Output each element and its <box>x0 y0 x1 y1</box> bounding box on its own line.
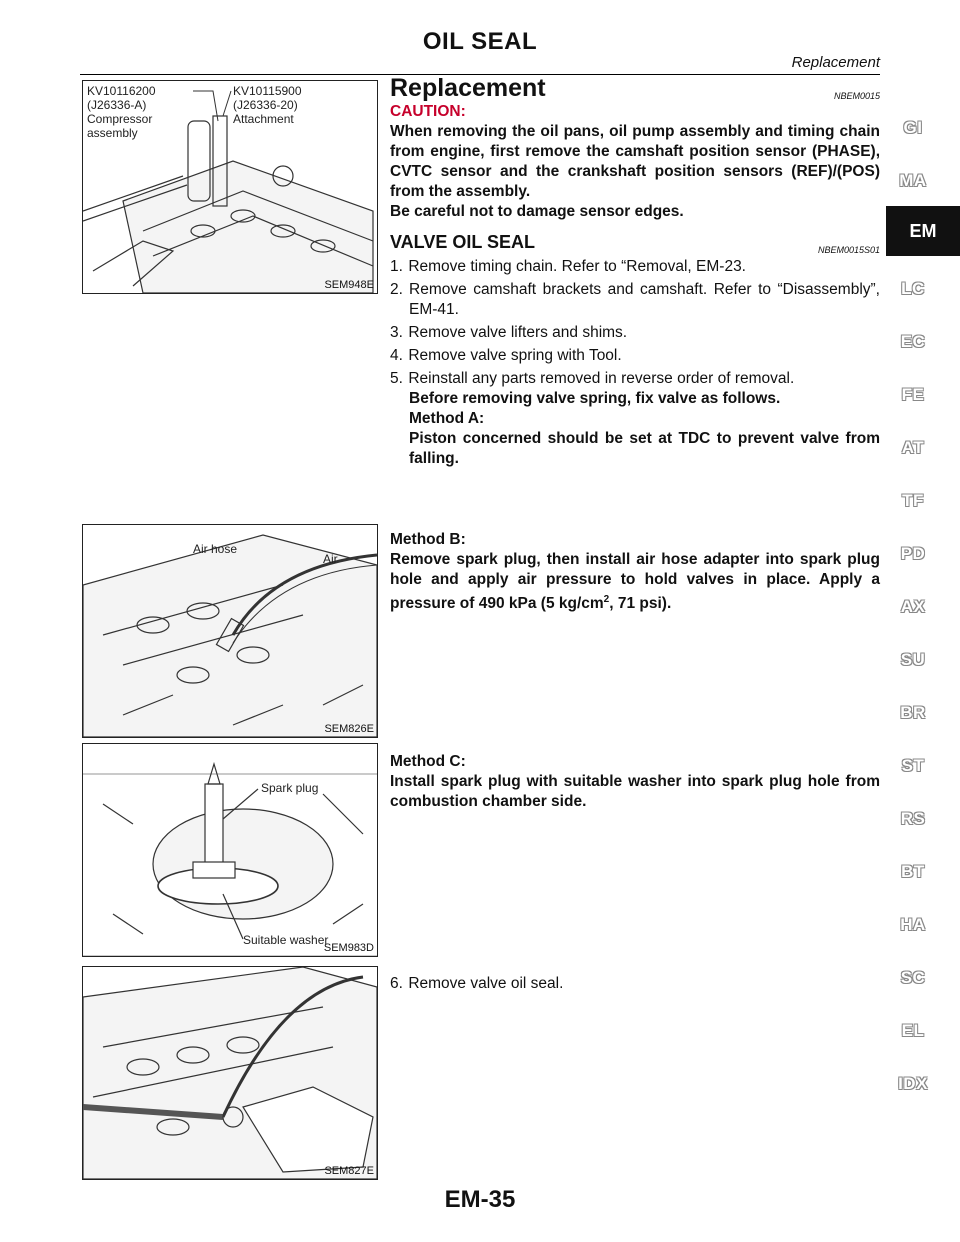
list-item: 4. Remove valve spring with Tool. <box>390 347 622 364</box>
figure-valve-oil-seal <box>82 966 378 1180</box>
figure-code: SEM827E <box>324 1165 374 1177</box>
air-hose-illustration <box>83 525 377 737</box>
spark-plug-washer-illustration <box>83 744 377 956</box>
tab-at[interactable]: AT <box>901 438 925 457</box>
method-b-text: Remove spark plug, then install air hose adapter into spark plug hole and apply air pressure to hold valves in place. Apply a pressure of 490 kPa (5 $kg/cm^2$, 71 psi). <box>390 551 880 613</box>
callout-kv10115900: KV10115900 <box>233 84 302 98</box>
callout-j26336a: (J26336-A) <box>87 98 147 112</box>
list-item: 3. Remove valve lifters and shims. <box>390 324 628 341</box>
figure-compressor-tool <box>82 80 378 294</box>
tab-tf[interactable]: TF <box>902 491 924 510</box>
list-item: 5. Reinstall any parts removed in reverse order of removal. <box>390 370 795 387</box>
caution-text: When removing the oil pans, oil pump assembly and timing chain from engine, first remove the camshaft position sensor (PHASE), CVTC sensor and the crankshaft position sensors (REF)/(POS) from the assembly. <box>390 123 880 200</box>
tab-gi[interactable]: GI <box>903 118 923 137</box>
tab-lc[interactable]: LC <box>901 279 925 298</box>
method-a-text: Piston concerned should be set at TDC to prevent valve from falling. <box>409 430 880 467</box>
tab-sc[interactable]: SC <box>900 968 926 987</box>
callout-air-hose: Air hose <box>193 542 238 556</box>
tab-su[interactable]: SU <box>900 650 926 669</box>
valve-oil-seal-illustration <box>83 967 377 1179</box>
page-number: EM-35 <box>444 1186 516 1213</box>
tab-ax[interactable]: AX <box>900 597 926 616</box>
callout-suitable-washer: Suitable washer <box>243 933 329 947</box>
callout-kv10116200: KV10116200 <box>87 84 156 98</box>
figure-code: SEM826E <box>324 723 374 735</box>
compressor-tool-illustration <box>83 81 377 293</box>
tab-pd[interactable]: PD <box>900 544 926 563</box>
tab-rs[interactable]: RS <box>900 809 926 828</box>
step5-note: Before removing valve spring, fix valve as follows. <box>409 390 781 407</box>
subsection-heading: VALVE OIL SEAL <box>390 232 536 252</box>
callout-assembly: assembly <box>87 126 138 140</box>
page-subtitle: Replacement <box>791 54 880 71</box>
tab-br[interactable]: BR <box>900 703 926 722</box>
step6-text: Remove valve oil seal. <box>408 975 564 992</box>
tab-ma[interactable]: MA <box>899 171 927 190</box>
method-b-label: Method B: <box>390 531 466 548</box>
callout-attachment: Attachment <box>233 112 294 126</box>
tab-ha[interactable]: HA <box>900 915 926 934</box>
callout-spark-plug: Spark plug <box>261 781 319 795</box>
figure-code: SEM983D <box>323 942 374 954</box>
tab-st[interactable]: ST <box>901 756 925 775</box>
figure-air-hose <box>82 524 378 738</box>
caution-label: CAUTION: <box>390 103 466 120</box>
step6-block: 6. Remove valve oil seal. <box>390 975 564 992</box>
list-item: 1. Remove timing chain. Refer to “Removal, EM-23. <box>390 258 746 275</box>
tab-fe[interactable]: FE <box>901 385 925 404</box>
replacement-section <box>390 74 880 469</box>
list-item: 2. Remove camshaft brackets and camshaft. Refer to “Disassembly”, EM-41. <box>390 281 880 318</box>
section-ref: NBEM0015 <box>833 91 880 101</box>
method-a-label: Method A: <box>409 410 485 427</box>
figure-code: SEM948E <box>324 279 374 291</box>
page-title: OIL SEAL <box>422 28 538 55</box>
callout-air: Air <box>323 552 338 566</box>
caution-text-2: Be careful not to damage sensor edges. <box>390 203 684 220</box>
method-c-text: Install spark plug with suitable washer into spark plug hole from combustion chamber side. <box>390 773 880 810</box>
method-c-label: Method C: <box>390 753 466 770</box>
tab-el[interactable]: EL <box>901 1021 925 1040</box>
tab-idx[interactable]: IDX <box>898 1074 928 1093</box>
section-heading: Replacement <box>390 74 546 102</box>
subsection-ref: NBEM0015S01 <box>817 245 880 255</box>
method-b-block <box>390 530 880 614</box>
callout-compressor: Compressor <box>87 112 153 126</box>
figure-spark-plug-washer <box>82 743 378 957</box>
tab-bt[interactable]: BT <box>901 862 925 881</box>
tab-ec[interactable]: EC <box>900 332 926 351</box>
method-c-block <box>390 752 880 812</box>
callout-j2633620: (J26336-20) <box>233 98 298 112</box>
tab-em-active[interactable]: EM <box>886 206 960 256</box>
